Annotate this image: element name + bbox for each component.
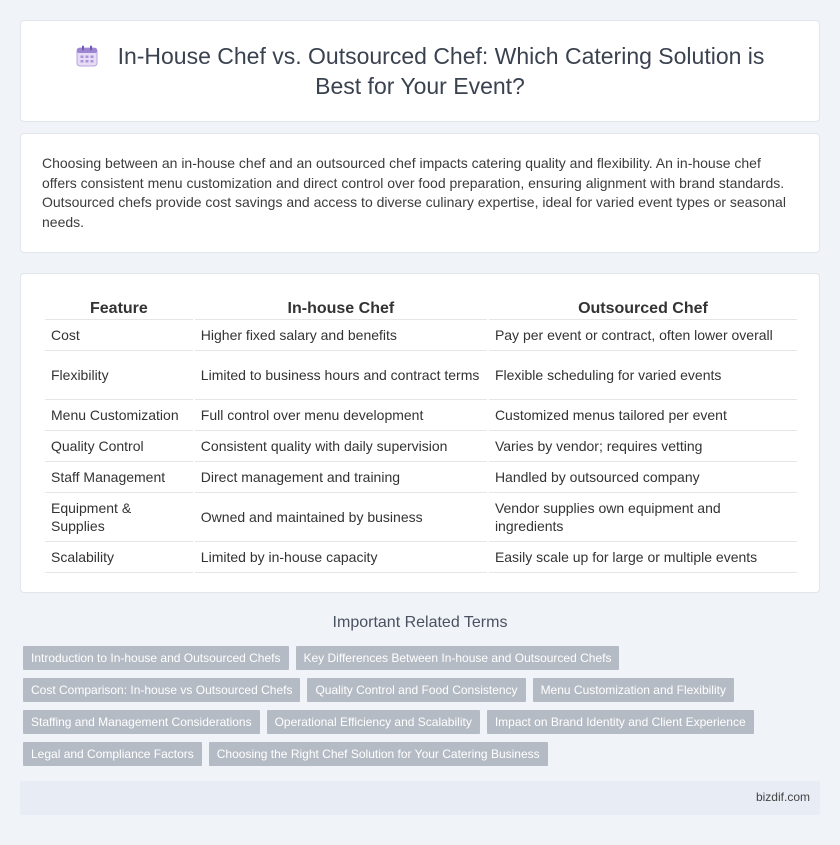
header-outsourced: Outsourced Chef xyxy=(489,296,797,320)
related-term-link[interactable]: Legal and Compliance Factors xyxy=(23,742,202,766)
cell-outsourced: Pay per event or contract, often lower overall xyxy=(489,320,797,351)
related-term-link[interactable]: Quality Control and Food Consistency xyxy=(307,678,525,702)
cell-in-house: Direct management and training xyxy=(195,462,487,493)
cell-in-house: Full control over menu development xyxy=(195,400,487,431)
related-term-link[interactable]: Introduction to In-house and Outsourced Chefs xyxy=(23,646,289,670)
cell-outsourced: Easily scale up for large or multiple events xyxy=(489,542,797,573)
calendar-icon xyxy=(76,45,98,67)
cell-in-house: Higher fixed salary and benefits xyxy=(195,320,487,351)
header-feature: Feature xyxy=(45,296,193,320)
cell-outsourced: Varies by vendor; requires vetting xyxy=(489,431,797,462)
cell-feature: Equipment & Supplies xyxy=(45,493,193,542)
cell-outsourced: Vendor supplies own equipment and ingredients xyxy=(489,493,797,542)
header-in-house: In-house Chef xyxy=(195,296,487,320)
related-term-link[interactable]: Choosing the Right Chef Solution for Your Catering Business xyxy=(209,742,548,766)
related-term-link[interactable]: Menu Customization and Flexibility xyxy=(533,678,734,702)
cell-feature: Quality Control xyxy=(45,431,193,462)
table-header-row xyxy=(45,296,797,320)
related-term-link[interactable]: Staffing and Management Considerations xyxy=(23,710,260,734)
intro-card xyxy=(20,133,820,253)
tag-row xyxy=(23,646,823,670)
intro-paragraph: Choosing between an in-house chef and an outsourced chef impacts catering quality and flexibility. An in-house chef offers consistent menu customization and direct control over food preparation, ensuring alignment with brand standards. Outsourced chefs provide cost savings and access to diverse culinary expertise, ideal for varied event types or seasonal needs. xyxy=(42,155,786,230)
page-title xyxy=(61,41,779,101)
related-term-link[interactable]: Key Differences Between In-house and Outsourced Chefs xyxy=(296,646,620,670)
cell-feature: Staff Management xyxy=(45,462,193,493)
cell-outsourced: Customized menus tailored per event xyxy=(489,400,797,431)
related-term-link[interactable]: Operational Efficiency and Scalability xyxy=(267,710,480,734)
table-row xyxy=(45,431,797,462)
related-terms-title: Important Related Terms xyxy=(332,614,508,631)
cell-in-house: Owned and maintained by business xyxy=(195,493,487,542)
table-row xyxy=(45,400,797,431)
table-row xyxy=(45,320,797,351)
related-term-link[interactable]: Impact on Brand Identity and Client Experience xyxy=(487,710,754,734)
cell-in-house: Consistent quality with daily supervision xyxy=(195,431,487,462)
related-term-link[interactable]: Cost Comparison: In-house vs Outsourced Chefs xyxy=(23,678,300,702)
cell-feature: Menu Customization xyxy=(45,400,193,431)
comparison-table xyxy=(43,296,799,573)
page-title-text: In-House Chef vs. Outsourced Chef: Which Catering Solution is Best for Your Event? xyxy=(117,43,765,99)
cell-feature: Flexibility xyxy=(45,351,193,400)
header-card xyxy=(20,20,820,122)
comparison-table-card xyxy=(20,273,820,593)
tag-row xyxy=(23,742,823,766)
cell-outsourced: Flexible scheduling for varied events xyxy=(489,351,797,400)
footer xyxy=(20,781,820,815)
footer-site-link[interactable]: bizdif.com xyxy=(755,790,810,804)
cell-outsourced: Handled by outsourced company xyxy=(489,462,797,493)
cell-in-house: Limited by in-house capacity xyxy=(195,542,487,573)
tag-row xyxy=(23,710,823,734)
related-terms-tags xyxy=(23,646,823,774)
table-row xyxy=(45,542,797,573)
cell-feature: Scalability xyxy=(45,542,193,573)
table-row xyxy=(45,493,797,542)
table-row xyxy=(45,462,797,493)
tag-row xyxy=(23,678,823,702)
cell-in-house: Limited to business hours and contract terms xyxy=(195,351,487,400)
table-row xyxy=(45,351,797,400)
cell-feature: Cost xyxy=(45,320,193,351)
